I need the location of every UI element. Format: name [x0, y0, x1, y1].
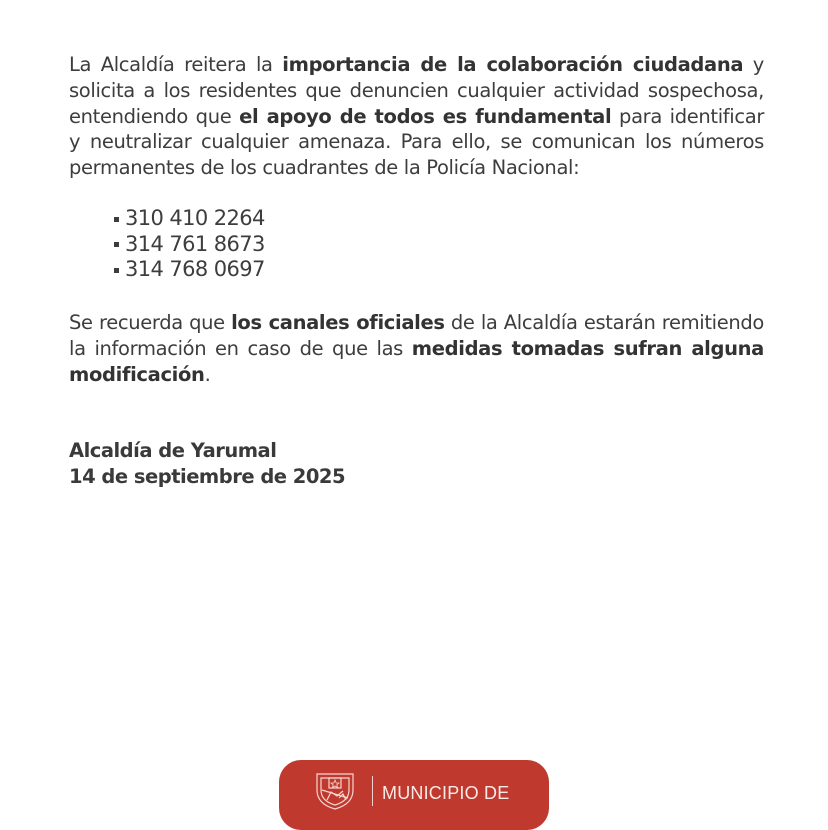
bold-segment: el apoyo de todos es fundamental	[239, 104, 612, 128]
bullet-icon	[114, 242, 119, 247]
text-segment: de la Alcaldía estarán remitiendo la información en caso de que las	[69, 311, 764, 360]
signature-issuer: Alcaldía de Yarumal	[69, 439, 277, 462]
paragraph-collaboration	[69, 52, 764, 181]
paragraph-official-channels	[69, 310, 764, 387]
document-body	[69, 52, 764, 488]
municipality-label: MUNICIPIO DE	[382, 783, 510, 803]
bold-segment: los canales oficiales	[231, 311, 445, 334]
signature-block	[69, 438, 345, 490]
bold-segment: importancia de la colaboración ciudadana	[282, 53, 744, 76]
municipal-shield-icon	[313, 770, 357, 810]
phone-number-item	[114, 206, 265, 232]
phone-number-list	[114, 206, 265, 283]
signature-date: 14 de septiembre de 2025	[69, 465, 346, 488]
phone-number-item	[114, 257, 265, 283]
bullet-icon	[114, 268, 119, 273]
phone-number-item	[114, 232, 265, 258]
phone-number: 314 761 8673	[125, 231, 265, 256]
bold-segment: medidas tomadas sufran alguna modificación	[69, 336, 764, 386]
municipality-footer-badge	[279, 760, 549, 830]
text-segment: para identificar y neutralizar cualquier amenaza. Para ello, se comunican los números permanentes de los cuadrantes de la Policía Nacional:	[69, 104, 764, 180]
phone-number: 314 768 0697	[125, 257, 265, 281]
text-segment: La Alcaldía reitera la	[69, 53, 283, 76]
text-segment: Se recuerda que	[69, 311, 232, 334]
text-segment: .	[204, 362, 211, 386]
badge-divider	[372, 776, 373, 806]
text-segment: y solicita a los residentes que denuncien cualquier actividad sospechosa, entendiendo que	[69, 53, 764, 128]
bullet-icon	[114, 217, 119, 222]
phone-number: 310 410 2264	[125, 206, 265, 230]
